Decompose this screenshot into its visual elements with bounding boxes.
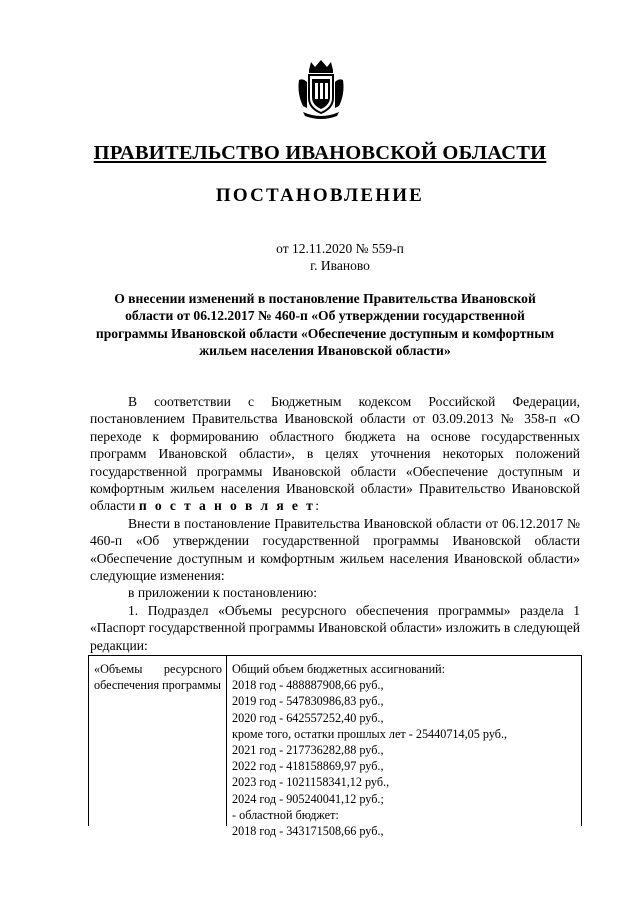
organization-title: ПРАВИТЕЛЬСТВО ИВАНОВСКОЙ ОБЛАСТИ (93, 142, 547, 164)
paragraph-1 (90, 393, 580, 515)
table-line: - областной бюджет: (232, 807, 339, 822)
city: г. Иваново (310, 258, 370, 273)
document-type: ПОСТАНОВЛЕНИЕ (215, 185, 425, 206)
table-line: Общий объем бюджетных ассигнований: (232, 662, 445, 676)
table-line: кроме того, остатки прошлых лет - 25440714,05 руб., (232, 726, 508, 741)
table-line: 2024 год - 905240041,12 руб.; (232, 791, 384, 806)
table-right-cell (232, 661, 577, 839)
table-line: 2020 год - 642557252,40 руб., (232, 710, 384, 725)
table-line: 2018 год - 488887908,66 руб., (232, 678, 384, 693)
paragraph-3: в приложении к постановлению: (128, 585, 318, 601)
table-line: 2019 год - 547830986,83 руб., (232, 694, 384, 709)
resolution-word: п о с т а н о в л я е т (138, 498, 316, 514)
table-line: 2022 год - 418158869,97 руб., (232, 759, 384, 774)
resources-table (88, 655, 582, 839)
paragraph-4: 1. Подраздел «Объемы ресурсного обеспечения программы» раздела 1 «Паспорт государственной программы Ивановской области» изложить в следующей редакции: (90, 602, 580, 653)
coat-of-arms-icon (295, 58, 347, 120)
date-number: от 12.11.2020 № 559-п (276, 241, 404, 256)
paragraph-1-end: : (315, 498, 320, 514)
paragraph-2: Внести в постановление Правительства Ивановской области от 06.12.2017 № 460-п «Об утверждении государственной программы Ивановской области «Обеспечение доступным и комфортным жильем населения Ивановской области» следующие изменения: (90, 515, 580, 584)
document-meta (0, 240, 640, 274)
document-subject: О внесении изменений в постановление Правительства Ивановской области от 06.12.2017 № 460-п «Об утверждении государственной программы Ивановской области «Обеспечение доступным и комфортным жильем населения Ивановской области» (95, 291, 555, 358)
table-line: 2023 год - 1021158341,12 руб., (232, 775, 390, 790)
document-body (90, 393, 580, 654)
table-line: 2021 год - 217736282,88 руб., (232, 743, 384, 758)
table-left-cell: «Объемы ресурсного обеспечения программы (89, 656, 227, 826)
paragraph-1-text: В соответствии с Бюджетным кодексом Российской Федерации, постановлением Правительства Ивановской области от 03.09.2013 № 358-п «О переходе к формированию областного бюджета на основе государственных программ Ивановской области», в целях уточнения некоторых положений государственной программы Ивановской области «Обеспечение доступным и комфортным жильем населения Ивановской области» Правительство Ивановской области (90, 394, 580, 514)
table-line: 2018 год - 343171508,66 руб., (232, 824, 384, 839)
